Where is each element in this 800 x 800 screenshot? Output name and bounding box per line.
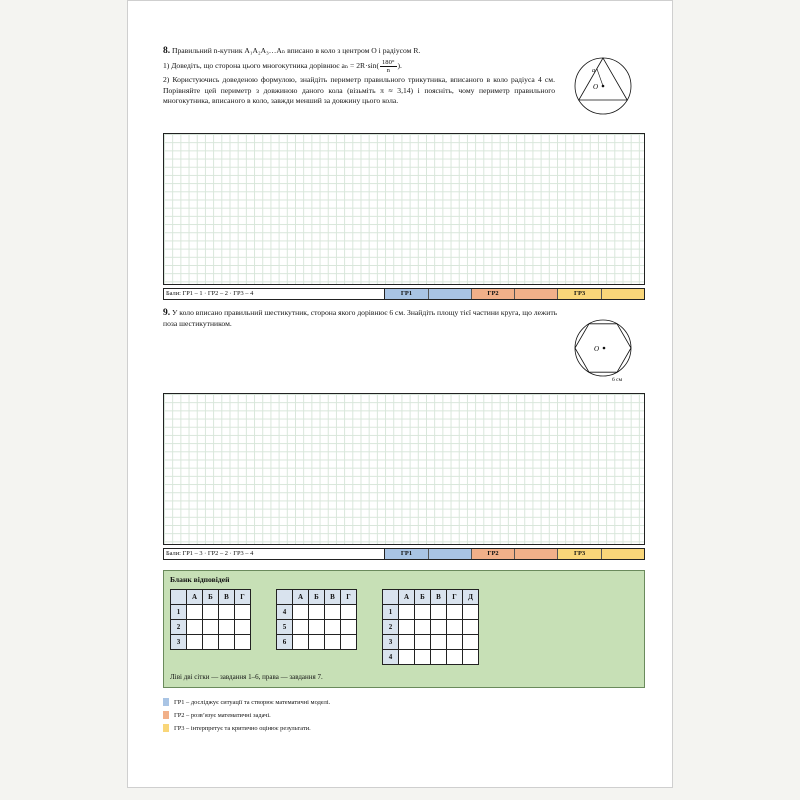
score-gr2-label: ГР2 [472, 549, 515, 559]
legend-text: ГР2 – розв’язує математичні задачі. [174, 711, 271, 719]
center-label: O [593, 83, 599, 91]
column-header: Б [309, 590, 325, 605]
answer-cell[interactable] [415, 650, 431, 665]
answer-cell[interactable] [203, 620, 219, 635]
column-header: В [219, 590, 235, 605]
task-9-number: 9. [163, 308, 171, 318]
table-row [383, 650, 479, 665]
answer-cell[interactable] [399, 650, 415, 665]
score-gr1-label: ГР1 [385, 549, 428, 559]
fraction-numerator: 180° [381, 58, 395, 66]
answer-cell[interactable] [341, 620, 357, 635]
score-gr2-box[interactable] [515, 289, 558, 299]
answer-cell[interactable] [203, 635, 219, 650]
center-dot [602, 85, 605, 88]
score-bar-8 [163, 288, 645, 300]
answer-cell[interactable] [431, 605, 447, 620]
answer-cell[interactable] [341, 605, 357, 620]
table-row [277, 605, 357, 620]
score-bar-9 [163, 548, 645, 560]
answer-cell[interactable] [309, 635, 325, 650]
row-header: 6 [277, 635, 293, 650]
column-header: В [325, 590, 341, 605]
score-gr2-label: ГР2 [472, 289, 515, 299]
score-gr1-box[interactable] [429, 289, 472, 299]
solution-grid-9[interactable] [163, 393, 645, 545]
row-header: 1 [171, 605, 187, 620]
column-header: А [187, 590, 203, 605]
answer-cell[interactable] [203, 605, 219, 620]
table-row [383, 635, 479, 650]
answer-cell[interactable] [463, 650, 479, 665]
task-8-part1-end: ). [397, 61, 402, 70]
table-row [171, 605, 251, 620]
answer-cell[interactable] [219, 605, 235, 620]
answer-cell[interactable] [415, 605, 431, 620]
answer-cell[interactable] [415, 635, 431, 650]
task-8-part1: 1) Доведіть, що сторона цього многокутника дорівнює aₙ = 2R·sin( [163, 61, 379, 70]
row-header: 4 [383, 650, 399, 665]
fraction [380, 59, 397, 74]
task-8-intro: Правильний n-кутник A₁A₂A₃…Aₙ вписано в коло з центром O і радіусом R. [172, 46, 421, 55]
column-header: В [431, 590, 447, 605]
column-header: Б [203, 590, 219, 605]
column-header: Г [447, 590, 463, 605]
answer-cell[interactable] [309, 605, 325, 620]
column-header: Д [463, 590, 479, 605]
table-corner [383, 590, 399, 605]
legend-item-gr2 [163, 711, 271, 719]
column-header: Г [341, 590, 357, 605]
score-gr1-box[interactable] [429, 549, 472, 559]
table-row [383, 620, 479, 635]
center-label: O [594, 345, 600, 353]
answer-cell[interactable] [431, 650, 447, 665]
answer-cell[interactable] [187, 635, 203, 650]
answer-cell[interactable] [219, 635, 235, 650]
answer-cell[interactable] [399, 635, 415, 650]
score-gr3-box[interactable] [602, 289, 644, 299]
answer-cell[interactable] [187, 620, 203, 635]
table-row [171, 620, 251, 635]
answer-cell[interactable] [399, 620, 415, 635]
row-header: 3 [383, 635, 399, 650]
answer-cell[interactable] [235, 635, 251, 650]
table-corner [171, 590, 187, 605]
legend-item-gr1 [163, 698, 330, 706]
answer-table-2 [276, 589, 357, 650]
task-9 [163, 308, 558, 329]
score-gr1-label: ГР1 [385, 289, 428, 299]
hexagon-in-circle-figure [568, 318, 638, 384]
answer-cell[interactable] [293, 605, 309, 620]
fraction-denominator: n [386, 66, 390, 74]
score-gr3-label: ГР3 [558, 549, 601, 559]
center-dot [603, 347, 606, 350]
answer-cell[interactable] [463, 620, 479, 635]
answer-cell[interactable] [447, 605, 463, 620]
answer-sheet [163, 570, 645, 688]
table-row [277, 620, 357, 635]
answer-cell[interactable] [447, 650, 463, 665]
side-label: a [592, 68, 595, 74]
legend-text: ГР1 – досліджує ситуації та створює математичні моделі. [174, 698, 331, 706]
triangle-in-circle-figure [568, 55, 638, 119]
answer-cell[interactable] [399, 605, 415, 620]
answer-cell[interactable] [187, 605, 203, 620]
answer-cell[interactable] [415, 620, 431, 635]
row-header: 3 [171, 635, 187, 650]
solution-grid-8[interactable] [163, 133, 645, 285]
answer-cell[interactable] [325, 620, 341, 635]
table-header-row [277, 590, 357, 605]
answer-cell[interactable] [293, 620, 309, 635]
legend-item-gr3 [163, 724, 311, 732]
answer-table-1 [170, 589, 251, 650]
answer-cell[interactable] [325, 635, 341, 650]
triangle-shape [579, 58, 627, 100]
answer-cell[interactable] [325, 605, 341, 620]
task-9-text: У коло вписано правильний шестикутник, сторона якого дорівнює 6 см. Знайдіть площу тієї частини круга, що лежить поза шестикутником. [163, 308, 558, 328]
table-corner [277, 590, 293, 605]
score-gr2-box[interactable] [515, 549, 558, 559]
legend-swatch [163, 724, 169, 732]
column-header: Б [415, 590, 431, 605]
column-header: А [293, 590, 309, 605]
legend-text: ГР3 – інтерпретує та критично оцінює результати. [174, 724, 311, 732]
table-header-row [171, 590, 251, 605]
answer-cell[interactable] [235, 605, 251, 620]
legend-swatch [163, 711, 169, 719]
answer-sheet-title: Бланк відповідей [170, 575, 230, 584]
answer-cell[interactable] [431, 635, 447, 650]
row-header: 1 [383, 605, 399, 620]
legend-swatch [163, 698, 169, 706]
score-gr3-box[interactable] [602, 549, 644, 559]
table-row [171, 635, 251, 650]
table-header-row [383, 590, 479, 605]
answer-cell[interactable] [463, 605, 479, 620]
row-header: 4 [277, 605, 293, 620]
table-row [277, 635, 357, 650]
answer-cell[interactable] [341, 635, 357, 650]
task-8 [163, 46, 555, 107]
answer-cell[interactable] [219, 620, 235, 635]
answer-cell[interactable] [447, 635, 463, 650]
answer-cell[interactable] [431, 620, 447, 635]
answer-cell[interactable] [447, 620, 463, 635]
row-header: 5 [277, 620, 293, 635]
task-8-number: 8. [163, 46, 171, 56]
answer-cell[interactable] [309, 620, 325, 635]
score-label: Бали: ГР1 – 3 · ГР2 – 2 · ГР3 – 4 [164, 549, 385, 559]
answer-cell[interactable] [463, 635, 479, 650]
column-header: А [399, 590, 415, 605]
answer-cell[interactable] [293, 635, 309, 650]
row-header: 2 [171, 620, 187, 635]
row-header: 2 [383, 620, 399, 635]
score-gr3-label: ГР3 [558, 289, 601, 299]
answer-cell[interactable] [235, 620, 251, 635]
table-row [383, 605, 479, 620]
answer-sheet-note: Ліві дві сітки — завдання 1–6, права — завдання 7. [170, 673, 323, 681]
answer-table-3 [382, 589, 479, 665]
score-label: Бали: ГР1 – 1 · ГР2 – 2 · ГР3 – 4 [164, 289, 385, 299]
side-label: 6 см [612, 377, 623, 383]
task-8-part2: 2) Користуючись доведеною формулою, знайдіть периметр правильного трикутника, вписаного в коло радіуса 4 см. Порівняйте цей периметр з довжиною даного кола (візьміть π ≈ 3,14) і поясніть, чому периметр правильного многокутника, вписаного в коло, завжди менший за довжину цього кола. [163, 75, 555, 106]
column-header: Г [235, 590, 251, 605]
